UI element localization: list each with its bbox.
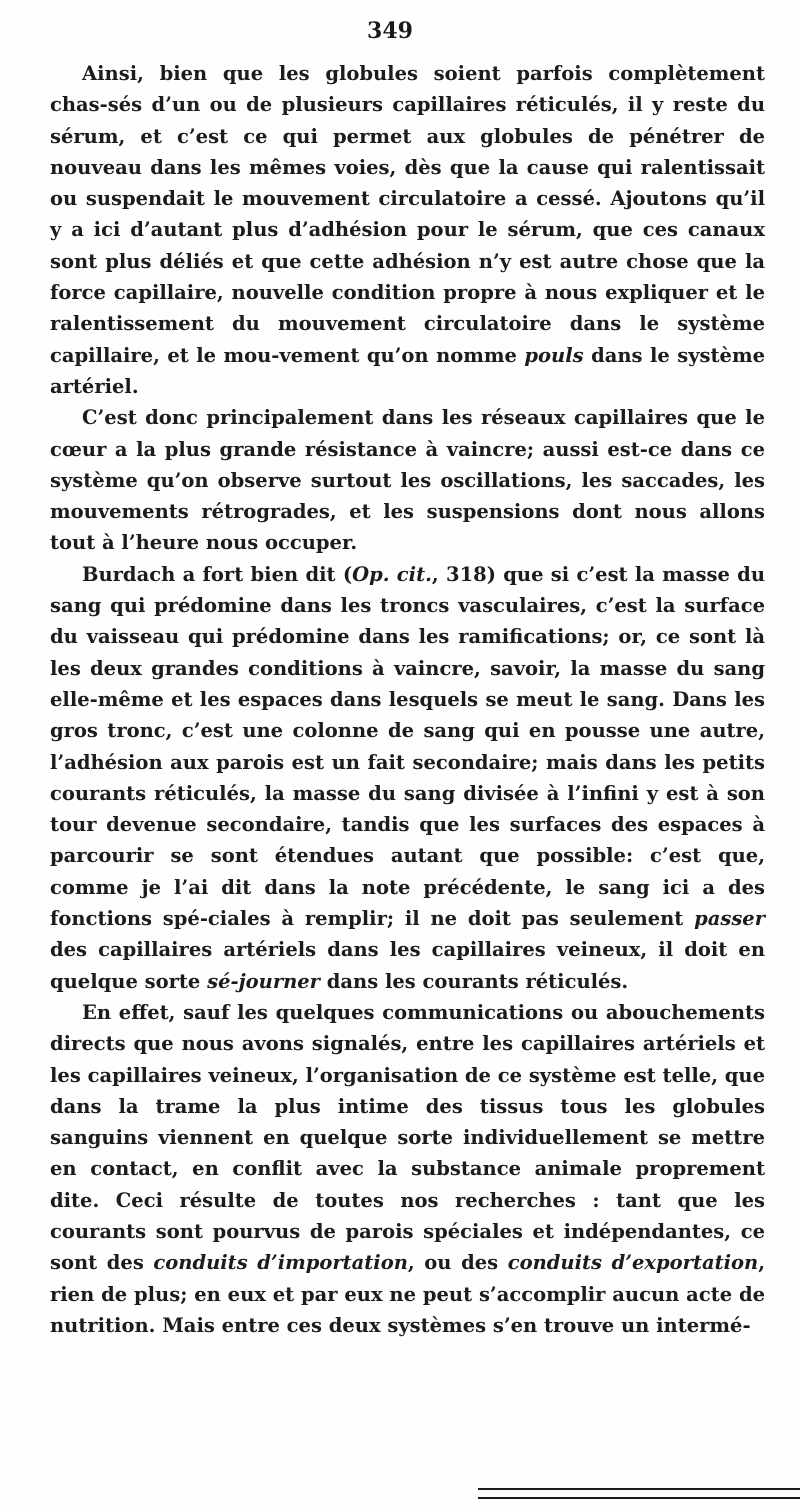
italic-text: Op. cit.: [352, 562, 432, 586]
text-run: Burdach a fort bien dit (: [82, 562, 353, 586]
text-run: dans les courants réticulés.: [319, 969, 629, 993]
italic-text: conduits d’importation: [153, 1251, 408, 1275]
text-run: En effet, sauf les quelques communications ou abouchements directs que nous avons signalés, entre les capillaires artériels et les capillaires veineux, l’organisation de ce système est telle, que dans la trame la plus intime des tissus tous les globules sanguins viennent en quelque sorte individuellement se mettre en contact, en conflit avec la substance animale proprement dite. Ceci résulte de toutes nos recherches : tant que les courants sont pourvus de parois spéciales et indépendantes, ce sont des: [50, 1000, 765, 1275]
text-run: Ainsi, bien que les globules soient parfois complètement chas-sés d’un ou de plusieurs capillaires réticulés, il y reste du sérum, et c’est ce qui permet aux globules de pénétrer de nouveau dans les mêmes voies, dès que la cause qui ralentissait ou suspendait le mouvement circulatoire a cessé. Ajoutons qu’il y a ici d’autant plus d’adhésion pour le sérum, que ces canaux sont plus déliés et que cette adhésion n’y est autre chose que la force capillaire, nouvelle condition propre à nous expliquer et le ralentissement du mouvement circulatoire dans le système capillaire, et le mou-vement qu’on nomme: [50, 62, 765, 367]
bottom-rule: [478, 1488, 800, 1490]
bottom-rule: [478, 1497, 800, 1499]
text-run: , rien de plus; en eux et par eux ne peut s’accomplir aucun acte de nutrition. Mais entre ces deux systèmes s’en trouve un intermé-: [50, 1251, 765, 1337]
italic-text: conduits d’exportation: [507, 1251, 759, 1275]
text-run: C’est donc principalement dans les réseaux capillaires que le cœur a la plus grande résistance à vaincre; aussi est-ce dans ce système qu’on observe surtout les oscillations, les saccades, les mouvements rétrogrades, et les suspensions dont nous allons tout à l’heure nous occuper.: [50, 406, 765, 555]
text-run: , ou des: [407, 1251, 508, 1275]
italic-text: sé-journer: [207, 969, 320, 993]
paragraph: [50, 58, 765, 402]
paragraph: [50, 997, 765, 1341]
italic-text: pouls: [524, 343, 584, 367]
italic-text: passer: [694, 907, 765, 931]
body-text: [50, 58, 765, 1341]
text-run: des capillaires artériels dans les capillaires veineux, il doit en quelque sorte: [50, 938, 765, 993]
text-run: dans le système artériel.: [50, 343, 765, 398]
paragraph: [50, 559, 765, 997]
text-run: , 318) que si c’est la masse du sang qui prédomine dans les troncs vasculaires, c’est la surface du vaisseau qui prédomine dans les ramifications; or, ce sont là les deux grandes conditions à vaincre, savoir, la masse du sang elle-même et les espaces dans lesquels se meut le sang. Dans les gros tronc, c’est une colonne de sang qui en pousse une autre, l’adhésion aux parois est un fait secondaire; mais dans les petits courants réticulés, la masse du sang divisée à l’infini y est à son tour devenue secondaire, tandis que les surfaces des espaces à parcourir se sont étendues autant que possible: c’est que, comme je l’ai dit dans la note précédente, le sang ici a des fonctions spé-ciales à remplir; il ne doit pas seulement: [50, 562, 765, 931]
page-number: 349: [367, 18, 413, 44]
paragraph: [50, 402, 765, 558]
